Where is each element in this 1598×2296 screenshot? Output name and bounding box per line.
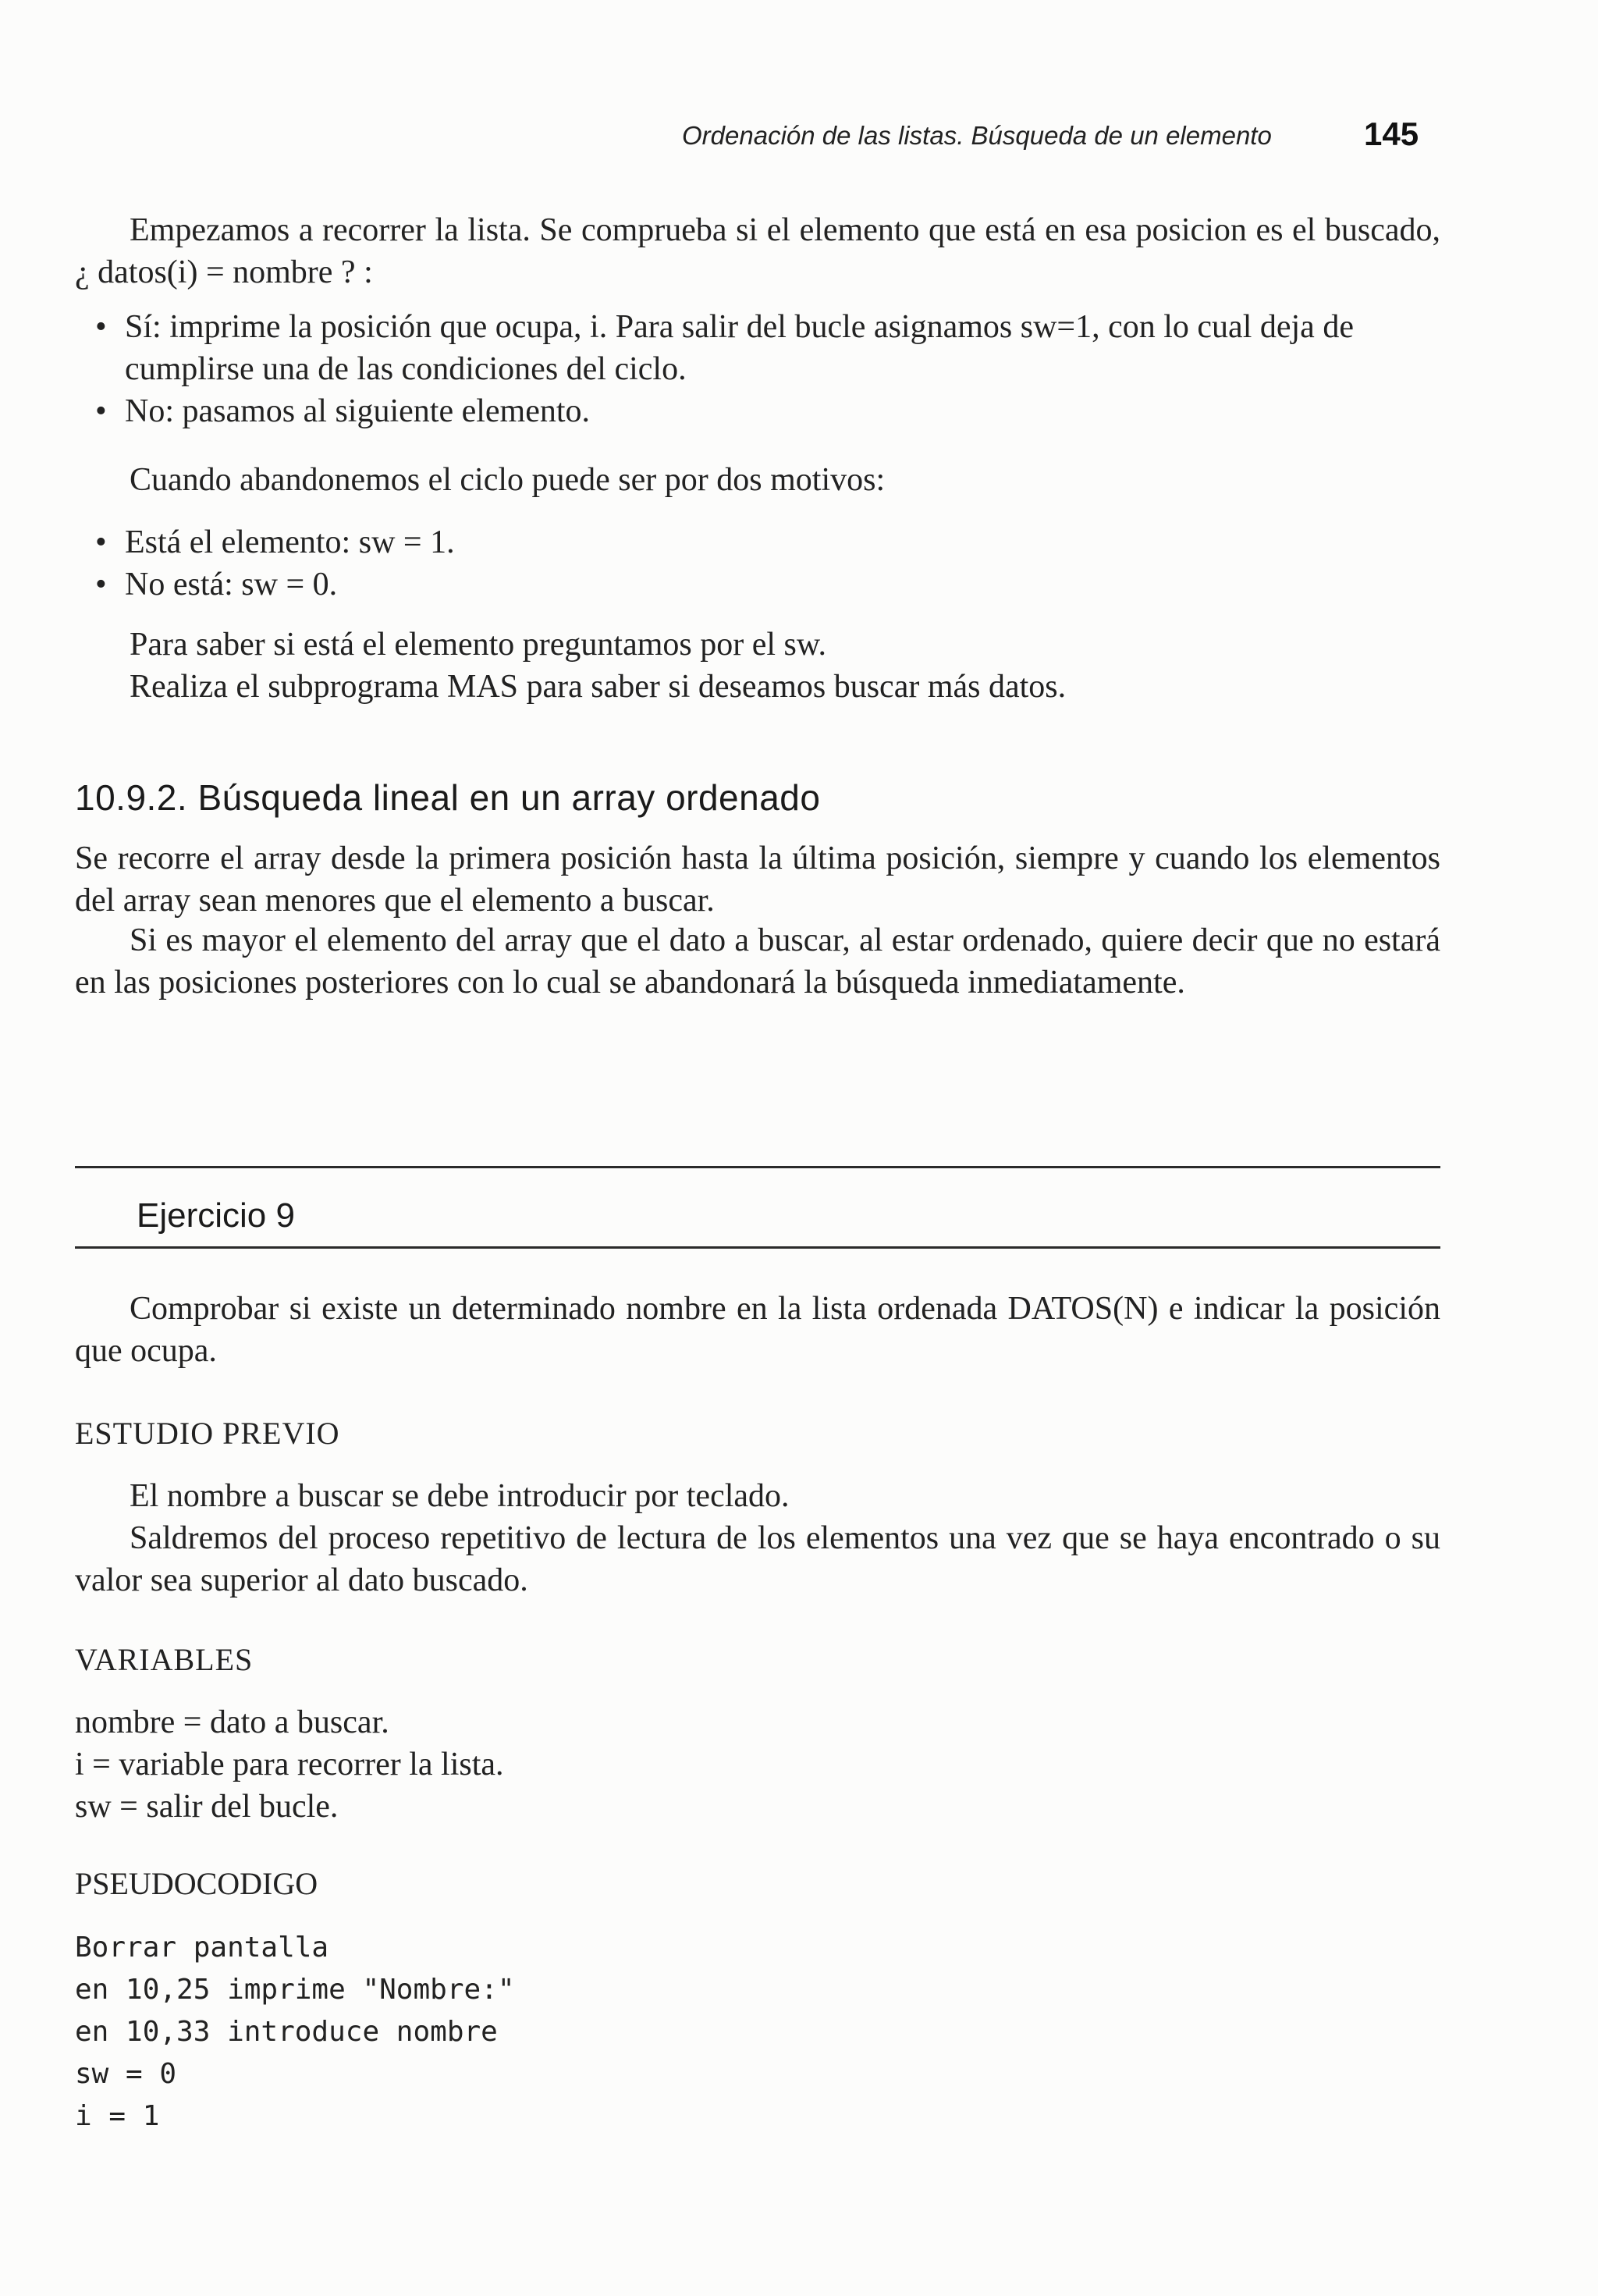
exercise-title: Ejercicio 9 xyxy=(137,1196,295,1235)
section-paragraph-1: Se recorre el array desde la primera posición hasta la última posición, siempre y cuando los elementos del array sean menores que el elemento a buscar. xyxy=(75,841,1440,919)
intro-bullet-item: • Sí: imprime la posición que ocupa, i. Para salir del bucle asignamos sw=1, con lo cual deja de cumplirse una de las condiciones del ciclo. xyxy=(125,306,1440,390)
variable-line: i = variable para recorrer la lista. xyxy=(75,1747,504,1782)
variable-line: sw = salir del bucle. xyxy=(75,1789,339,1825)
pseudocode-line: sw = 0 xyxy=(75,2058,177,2090)
exit-bullet-item: • Está el elemento: sw = 1. xyxy=(125,521,1440,563)
study-line: El nombre a buscar se debe introducir por teclado. xyxy=(130,1478,790,1514)
study-line: Saldremos del proceso repetitivo de lectura de los elementos una vez que se haya encontrado o su valor sea superior al dato buscado. xyxy=(75,1520,1440,1598)
intro-bullet-item: • No: pasamos al siguiente elemento. xyxy=(125,390,1440,432)
exit-bullet-item: • No está: sw = 0. xyxy=(125,563,1440,606)
section-paragraph-2: Si es mayor el elemento del array que el dato a buscar, al estar ordenado, quiere decir que no estará en las posiciones posteriores con lo cual se abandonará la búsqueda inmediatamente. xyxy=(75,922,1440,1001)
intro-paragraph: Empezamos a recorrer la lista. Se comprueba si el elemento que está en esa posicion es el buscado, ¿ datos(i) = nombre ? : xyxy=(75,212,1440,290)
running-header-title: Ordenación de las listas. Búsqueda de un elemento xyxy=(682,121,1272,150)
page-number: 145 xyxy=(1364,116,1419,152)
exit-paragraph: Cuando abandonemos el ciclo puede ser por dos motivos: xyxy=(130,462,886,498)
exit-bullet-list xyxy=(125,521,1440,606)
exercise-statement: Comprobar si existe un determinado nombre en la lista ordenada DATOS(N) e indicar la posición que ocupa. xyxy=(75,1291,1440,1369)
pseudocode-line: en 10,25 imprime "Nombre:" xyxy=(75,1974,515,2006)
mas-line: Realiza el subprograma MAS para saber si deseamos buscar más datos. xyxy=(130,669,1067,705)
exercise-top-rule xyxy=(75,1166,1440,1168)
exercise-bottom-rule xyxy=(75,1246,1440,1249)
check-line: Para saber si está el elemento preguntamos por el sw. xyxy=(130,627,826,663)
pseudocode-line: Borrar pantalla xyxy=(75,1932,329,1964)
variable-line: nombre = dato a buscar. xyxy=(75,1704,389,1740)
pseudocode-line: en 10,33 introduce nombre xyxy=(75,2016,498,2048)
variables-heading: VARIABLES xyxy=(75,1642,254,1677)
study-heading: ESTUDIO PREVIO xyxy=(75,1416,340,1451)
intro-bullet-list xyxy=(125,306,1440,432)
pseudocode-heading: PSEUDOCODIGO xyxy=(75,1866,318,1901)
pseudocode-line: i = 1 xyxy=(75,2100,160,2132)
section-heading: 10.9.2. Búsqueda lineal en un array ordenado xyxy=(75,777,821,818)
